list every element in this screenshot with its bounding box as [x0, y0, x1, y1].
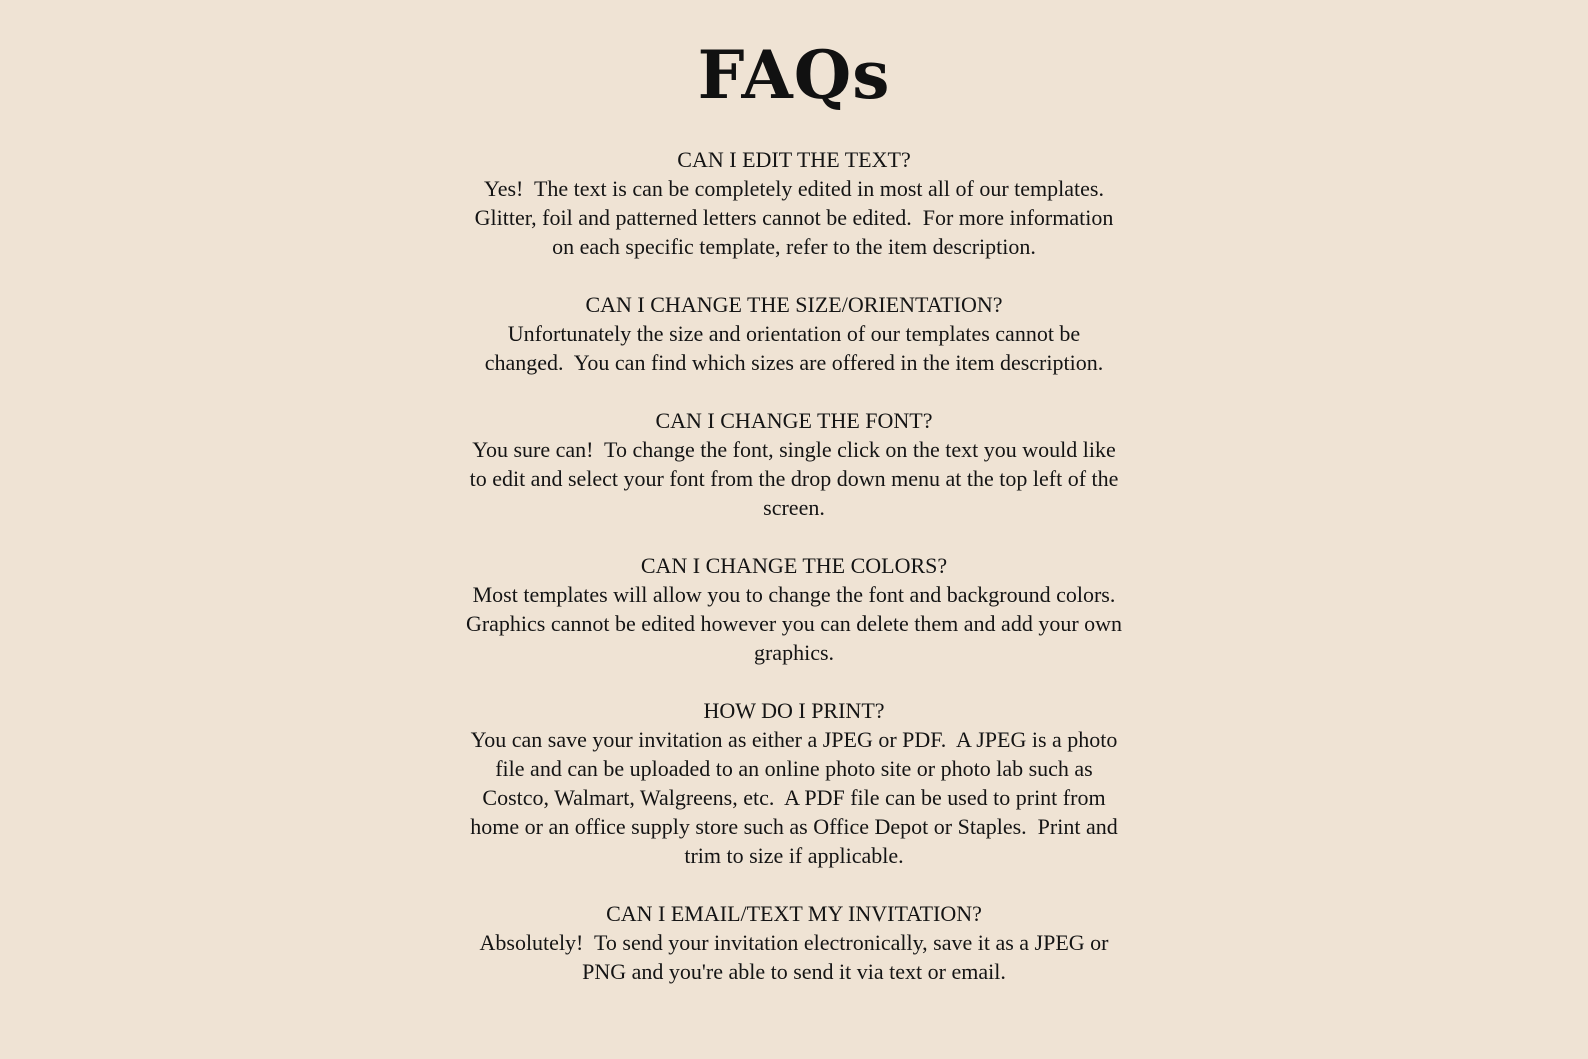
faq-answer [380, 174, 1208, 261]
faq-item [380, 551, 1208, 667]
faq-answer-line: changed. You can find which sizes are offered in the item description. [484, 350, 1104, 375]
faq-list [380, 145, 1208, 1015]
faq-answer-line: to edit and select your font from the drop down menu at the top left of the [469, 466, 1119, 491]
faq-answer-line: PNG and you're able to send it via text or email. [582, 959, 1006, 984]
faq-answer-line: home or an office supply store such as Office Depot or Staples. Print and [470, 814, 1118, 839]
faq-question: HOW DO I PRINT? [703, 698, 885, 723]
faq-answer-line: file and can be uploaded to an online photo site or photo lab such as [495, 756, 1093, 781]
page-title: FAQs [697, 36, 891, 114]
faq-answer-line: on each specific template, refer to the item description. [552, 234, 1036, 259]
faq-answer-line: You sure can! To change the font, single click on the text you would like [472, 437, 1116, 462]
faq-answer-line: Yes! The text is can be completely edited in most all of our templates. [484, 176, 1104, 201]
faq-answer [380, 725, 1208, 870]
faq-question: CAN I EMAIL/TEXT MY INVITATION? [606, 901, 982, 926]
faq-answer-line: graphics. [753, 640, 835, 665]
faq-answer [380, 319, 1208, 377]
faq-item [380, 145, 1208, 261]
faq-item [380, 899, 1208, 986]
faq-item [380, 696, 1208, 870]
faq-item [380, 406, 1208, 522]
faq-answer [380, 928, 1208, 986]
faq-answer-line: Glitter, foil and patterned letters cannot be edited. For more information [474, 205, 1114, 230]
faq-question: CAN I CHANGE THE COLORS? [640, 553, 948, 578]
faq-question: CAN I CHANGE THE SIZE/ORIENTATION? [585, 292, 1003, 317]
faq-answer-line: Unfortunately the size and orientation of our templates cannot be [507, 321, 1081, 346]
faq-answer-line: Graphics cannot be edited however you can delete them and add your own [465, 611, 1123, 636]
faq-answer-line: You can save your invitation as either a JPEG or PDF. A JPEG is a photo [470, 727, 1118, 752]
faq-question: CAN I CHANGE THE FONT? [655, 408, 933, 433]
faq-answer-line: trim to size if applicable. [684, 843, 904, 868]
faq-answer-line: Most templates will allow you to change the font and background colors. [472, 582, 1116, 607]
faq-answer-line: Costco, Walmart, Walgreens, etc. A PDF file can be used to print from [482, 785, 1106, 810]
faq-answer [380, 435, 1208, 522]
faq-answer [380, 580, 1208, 667]
faq-answer-line: Absolutely! To send your invitation electronically, save it as a JPEG or [479, 930, 1109, 955]
faq-item [380, 290, 1208, 377]
faq-question: CAN I EDIT THE TEXT? [677, 147, 911, 172]
faq-answer-line: screen. [763, 495, 825, 520]
